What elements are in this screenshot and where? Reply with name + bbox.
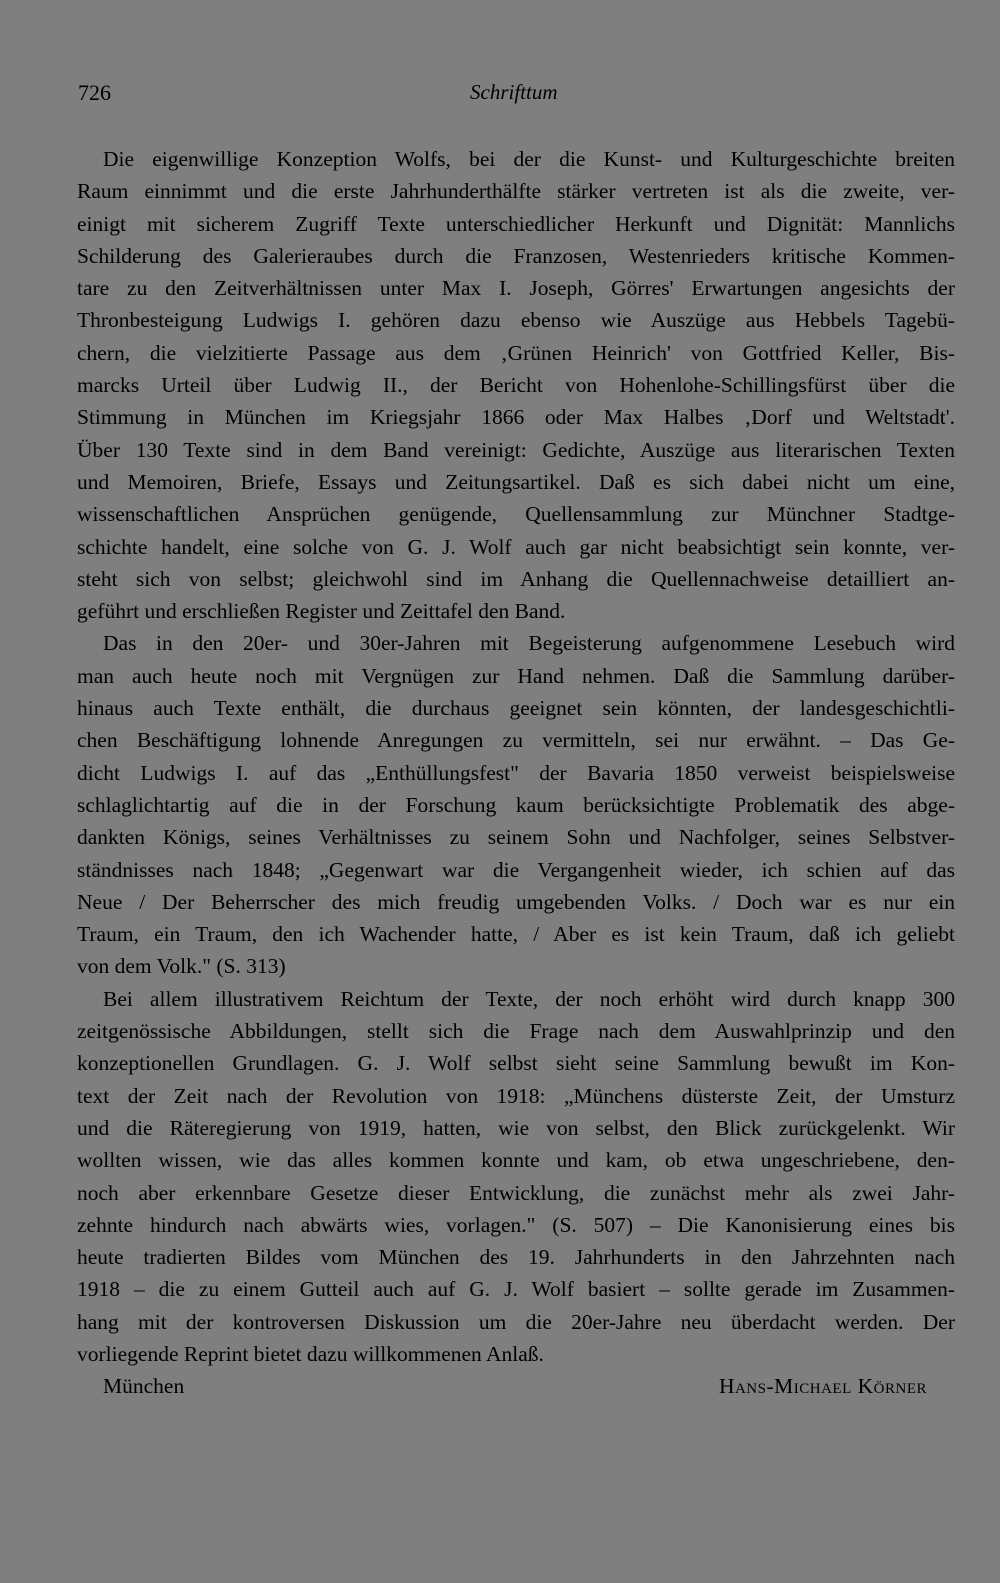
text-line: Bei allem illustrativem Reichtum der Texte, der noch erhöht wird durch knapp 300 bbox=[103, 986, 955, 1011]
text-line: zeitgenössische Abbildungen, stellt sich die Frage nach dem Auswahlprinzip und den bbox=[77, 1019, 955, 1044]
paragraph bbox=[77, 143, 955, 627]
text-line: tare zu den Zeitverhältnissen unter Max I. Joseph, Görres' Erwartungen angesichts der bbox=[77, 276, 955, 301]
text-line: Thronbesteigung Ludwigs I. gehören dazu ebenso wie Auszüge aus Hebbels Tagebü- bbox=[77, 308, 955, 333]
text-line: geführt und erschließen Register und Zeittafel den Band. bbox=[77, 599, 566, 624]
text-line: Raum einnimmt und die erste Jahrhunderthälfte stärker vertreten ist als die zweite, ver- bbox=[77, 179, 955, 204]
text-line: Schilderung des Galerieraubes durch die Franzosen, Westenrieders kritische Kommen- bbox=[77, 243, 955, 268]
text-line: schlaglichtartig auf die in der Forschung kaum berücksichtigte Problematik des abge- bbox=[77, 792, 955, 817]
text-line: dankten Königs, seines Verhältnisses zu seinem Sohn und Nachfolger, seines Selbstver- bbox=[77, 825, 955, 850]
text-line: man auch heute noch mit Vergnügen zur Hand nehmen. Daß die Sammlung darüber- bbox=[77, 663, 955, 688]
text-line: Das in den 20er- und 30er-Jahren mit Begeisterung aufgenommene Lesebuch wird bbox=[103, 631, 955, 656]
body-text bbox=[77, 143, 955, 1403]
text-line: Traum, ein Traum, den ich Wachender hatte, / Aber es ist kein Traum, daß ich geliebt bbox=[77, 922, 955, 947]
text-line: chen Beschäftigung lohnende Anregungen zu vermitteln, sei nur erwähnt. – Das Ge- bbox=[77, 728, 955, 753]
text-line: hinaus auch Texte enthält, die durchaus geeignet sein könnten, der landesgeschichtli- bbox=[77, 696, 955, 721]
text-line: ständnisses nach 1848; „Gegenwart war die Vergangenheit wieder, ich schien auf das bbox=[77, 857, 955, 882]
text-line: konzeptionellen Grundlagen. G. J. Wolf selbst sieht seine Sammlung bewußt im Kon- bbox=[77, 1051, 955, 1076]
paragraph bbox=[77, 983, 955, 1371]
running-head: Schrifttum bbox=[470, 80, 558, 104]
signature-line bbox=[77, 1370, 955, 1402]
text-line: text der Zeit nach der Revolution von 1918: „Münchens düsterste Zeit, der Umsturz bbox=[77, 1083, 955, 1108]
text-line: Stimmung in München im Kriegsjahr 1866 oder Max Halbes ‚Dorf und Weltstadt'. bbox=[77, 405, 955, 430]
text-line: schichte handelt, eine solche von G. J. Wolf auch gar nicht beabsichtigt sein konnte, ver- bbox=[77, 534, 955, 559]
text-line: vorliegende Reprint bietet dazu willkommenen Anlaß. bbox=[77, 1341, 544, 1366]
text-line: einigt mit sicherem Zugriff Texte unterschiedlicher Herkunft und Dignität: Mannlichs bbox=[77, 211, 955, 236]
text-line: 1918 – die zu einem Gutteil auch auf G. J. Wolf basiert – sollte gerade im Zusammen- bbox=[77, 1277, 955, 1302]
signature-place: München bbox=[103, 1374, 185, 1399]
text-line: noch aber erkennbare Gesetze dieser Entwicklung, die zunächst mehr als zwei Jahr- bbox=[77, 1180, 955, 1205]
paragraph bbox=[77, 627, 955, 982]
text-line: Über 130 Texte sind in dem Band vereinigt: Gedichte, Auszüge aus literarischen Texten bbox=[77, 437, 955, 462]
text-line: Neue / Der Beherrscher des mich freudig umgebenden Volks. / Doch war es nur ein bbox=[77, 889, 955, 914]
text-line: und Memoiren, Briefe, Essays und Zeitungsartikel. Daß es sich dabei nicht um eine, bbox=[77, 469, 955, 494]
text-line: von dem Volk." (S. 313) bbox=[77, 954, 286, 979]
text-line: und die Räteregierung von 1919, hatten, wie von selbst, den Blick zurückgelenkt. Wir bbox=[77, 1115, 955, 1140]
signature-author: Hans-Michael Körner bbox=[718, 1374, 927, 1399]
text-line: wollten wissen, wie das alles kommen konnte und kam, ob etwa ungeschriebene, den- bbox=[77, 1148, 955, 1173]
text-line: hang mit der kontroversen Diskussion um die 20er-Jahre neu überdacht werden. Der bbox=[77, 1309, 955, 1334]
page-number: 726 bbox=[78, 80, 111, 105]
text-line: wissenschaftlichen Ansprüchen genügende, Quellensammlung zur Münchner Stadtge- bbox=[77, 502, 955, 527]
text-line: heute tradierten Bildes vom München des 19. Jahrhunderts in den Jahrzehnten nach bbox=[77, 1245, 955, 1270]
text-line: zehnte hindurch nach abwärts wies, vorlagen." (S. 507) – Die Kanonisierung eines bis bbox=[77, 1212, 955, 1237]
text-line: chern, die vielzitierte Passage aus dem ‚Grünen Heinrich' von Gottfried Keller, Bis- bbox=[77, 340, 955, 365]
text-line: marcks Urteil über Ludwig II., der Bericht von Hohenlohe-Schillingsfürst über die bbox=[77, 373, 955, 398]
text-line: Die eigenwillige Konzeption Wolfs, bei der die Kunst- und Kulturgeschichte breiten bbox=[103, 147, 955, 171]
text-line: steht sich von selbst; gleichwohl sind im Anhang die Quellennachweise detailliert an- bbox=[77, 566, 955, 591]
text-line: dicht Ludwigs I. auf das „Enthüllungsfest" der Bavaria 1850 verweist beispielsweise bbox=[77, 760, 955, 785]
